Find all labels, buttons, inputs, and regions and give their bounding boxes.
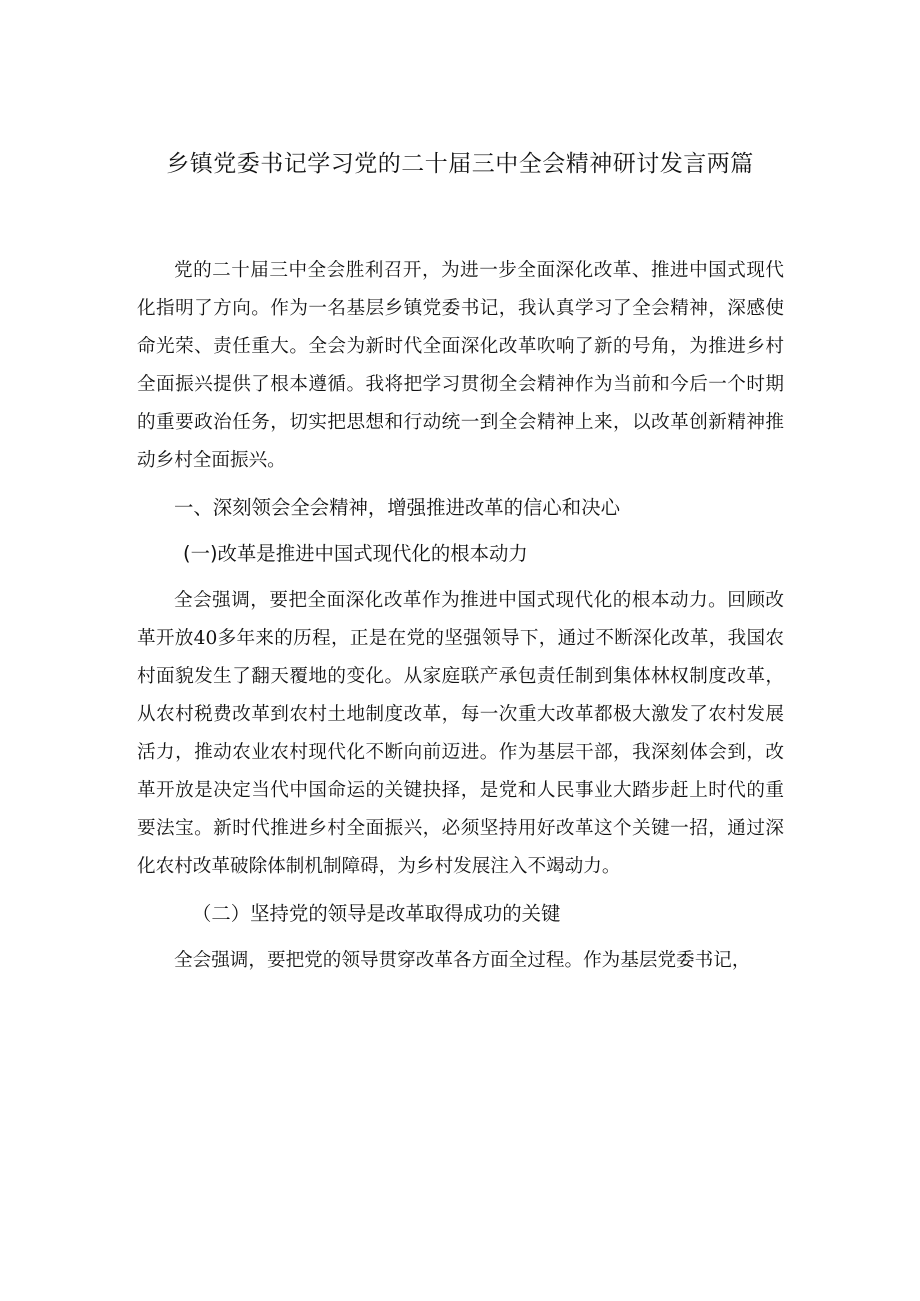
body-paragraph: 全会强调，要把全面深化改革作为推进中国式现代化的根本动力。回顾改革开放40多年来的历程，正是在党的坚强领导下，通过不断深化改革，我国农村面貌发生了翻天覆地的变化。从家庭联产承包责任制到集体林权制度改革，从农村税费改革到农村土地制度改革，每一次重大改革都极大激发了农村发展活力，推动农业农村现代化不断向前迈进。作为基层干部，我深刻体会到，改革开放是决定当代中国命运的关键抉择，是党和人民事业大踏步赶上时代的重要法宝。新时代推进乡村全面振兴，必须坚持用好改革这个关键一招，通过深化农村改革破除体制机制障碍，为乡村发展注入不竭动力。: [137, 590, 784, 877]
body-paragraph: 全会强调，要把党的领导贯穿改革各方面全过程。作为基层党委书记，: [174, 950, 751, 971]
section-heading: 一、深刻领会全会精神，增强推进改革的信心和决心: [174, 496, 620, 519]
subsection-heading: (一)改革是推进中国式现代化的根本动力: [183, 542, 528, 565]
subsection-heading: （二）坚持党的领导是改革取得成功的关键: [192, 902, 561, 925]
document-body: [0, 252, 920, 990]
document-title: 乡镇党委书记学习党的二十届三中全会精神研讨发言两篇: [166, 151, 754, 177]
intro-paragraph: 党的二十届三中全会胜利召开，为进一步全面深化改革、推进中国式现代化指明了方向。作为一名基层乡镇党委书记，我认真学习了全会精神，深感使命光荣、责任重大。全会为新时代全面深化改革吹响了新的号角，为推进乡村全面振兴提供了根本遵循。我将把学习贯彻全会精神作为当前和今后一个时期的重要政治任务，切实把思想和行动统一到全会精神上来，以改革创新精神推动乡村全面振兴。: [137, 260, 784, 471]
